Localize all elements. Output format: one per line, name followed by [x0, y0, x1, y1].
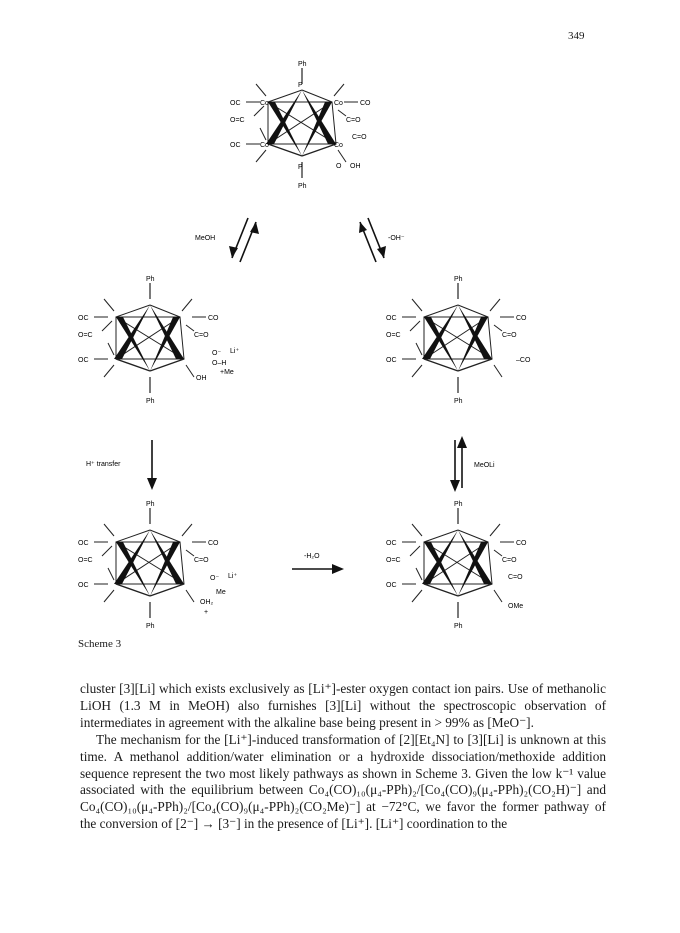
co-side-label: C=O: [194, 557, 209, 564]
ph-label: Ph: [454, 623, 463, 630]
ph-label: Ph: [146, 623, 155, 630]
arrow-meoh: [195, 218, 259, 262]
plus-label: +: [204, 609, 209, 616]
co-ligand-label: CO: [208, 315, 219, 322]
me-label: Me: [216, 589, 226, 596]
oh2-label: OH₂: [200, 599, 214, 606]
oc-side-label: O=C: [386, 332, 401, 339]
c-eq-o-label: C=O: [508, 574, 523, 581]
p-label: P: [298, 82, 303, 89]
oh-label: OH: [196, 375, 207, 382]
oc-label: OC: [386, 582, 397, 589]
oc-label: OC: [230, 142, 241, 149]
co-atom: Co: [334, 142, 343, 149]
co-side-label: C=O: [346, 117, 361, 124]
oc-side-label: O=C: [78, 557, 93, 564]
ph-label: Ph: [454, 276, 463, 283]
oc-label: OC: [78, 582, 89, 589]
cluster-middle-right: [386, 276, 531, 405]
ph-label: Ph: [146, 501, 155, 508]
oc-side-label: O=C: [230, 117, 245, 124]
oh-h-label: O–H: [212, 360, 227, 367]
oc-label: OC: [386, 540, 397, 547]
oh-label: OH: [350, 163, 361, 170]
oc-side-label: O=C: [386, 557, 401, 564]
oc-label: OC: [386, 357, 397, 364]
oc-label: OC: [386, 315, 397, 322]
ph-label: Ph: [454, 398, 463, 405]
li-label: Li⁺: [228, 573, 238, 580]
co-atom: Co: [260, 142, 269, 149]
co-side-label: C=O: [502, 332, 517, 339]
co-atom: Co: [334, 100, 343, 107]
ph-label: Ph: [298, 183, 307, 190]
ome-label: OMe: [508, 603, 524, 610]
o-minus-label: O⁻: [212, 350, 222, 357]
co-ligand-label: CO: [516, 315, 527, 322]
oc-label: OC: [78, 540, 89, 547]
arrow-minus-oh: [359, 218, 405, 262]
c-eq-o-label: C=O: [352, 134, 367, 141]
minus-oh-label: -OH⁻: [388, 235, 405, 242]
minus-co-label: –CO: [516, 357, 531, 364]
h-transfer-label: H⁺ transfer: [86, 461, 121, 468]
cluster-bottom-right: [386, 501, 527, 630]
co-ligand-label: CO: [208, 540, 219, 547]
oc-label: OC: [78, 315, 89, 322]
plus-me-label: +Me: [220, 369, 234, 376]
meoh-label: MeOH: [195, 235, 216, 242]
oc-side-label: O=C: [78, 332, 93, 339]
co-side-label: C=O: [502, 557, 517, 564]
minus-h2o-label: -H₂O: [304, 553, 320, 560]
oc-label: OC: [78, 357, 89, 364]
p-label: P: [298, 164, 303, 171]
co-ligand-label: CO: [360, 100, 371, 107]
oc-label: OC: [230, 100, 241, 107]
scheme-caption: Scheme 3: [78, 638, 122, 650]
paragraph: cluster [3][Li] which exists exclusively as [Li⁺]-ester oxygen contact ion pairs. Use of methanolic LiOH (1.3 M in MeOH) also furnishes [3][Li] without the spectroscopic observation of intermediates in agreement with the alkaline base being present in > 99% as [MeO⁻].: [80, 681, 606, 730]
ph-label: Ph: [454, 501, 463, 508]
ph-label: Ph: [146, 276, 155, 283]
page-number: 349: [568, 30, 585, 42]
meoli-label: MeOLi: [474, 462, 495, 469]
co-atom: Co: [260, 100, 269, 107]
co-side-label: C=O: [194, 332, 209, 339]
arrow-h-transfer: [86, 440, 157, 490]
ph-label: Ph: [146, 398, 155, 405]
li-label: Li⁺: [230, 348, 240, 355]
co-ligand-label: CO: [516, 540, 527, 547]
o-minus-label: O⁻: [210, 575, 220, 582]
cluster-middle-left: [78, 276, 239, 405]
arrow-minus-h2o: [292, 553, 344, 574]
ph-label: Ph: [298, 61, 307, 68]
arrow-meoli: [450, 436, 495, 492]
body-text: [80, 681, 606, 833]
cluster-top: [230, 61, 371, 190]
paragraph: The mechanism for the [Li⁺]-induced transformation of [2][Et₄N] to [3][Li] is unknown at this time. A methanol addition/water elimination or a hydroxide dissociation/methoxide addition sequence represent the two most likely pathways as shown in Scheme 3. Given the low k⁻¹ value associated with the equilibrium between Co₄(CO)₁₀(μ₄-PPh)₂/[Co₄(CO)₉(μ₄-PPh)₂(CO₂H)⁻] and Co₄(CO)₁₀(μ₄-PPh)₂/[Co₄(CO)₉(μ₄-PPh)₂(CO₂Me)⁻] at −72°C, we favor the former pathway of the conversion of [2⁻] → [3⁻] in the presence of [Li⁺]. [Li⁺] coordination to the: [80, 731, 606, 832]
cluster-bottom-left: [78, 501, 237, 630]
c-o-label: O: [336, 163, 342, 170]
